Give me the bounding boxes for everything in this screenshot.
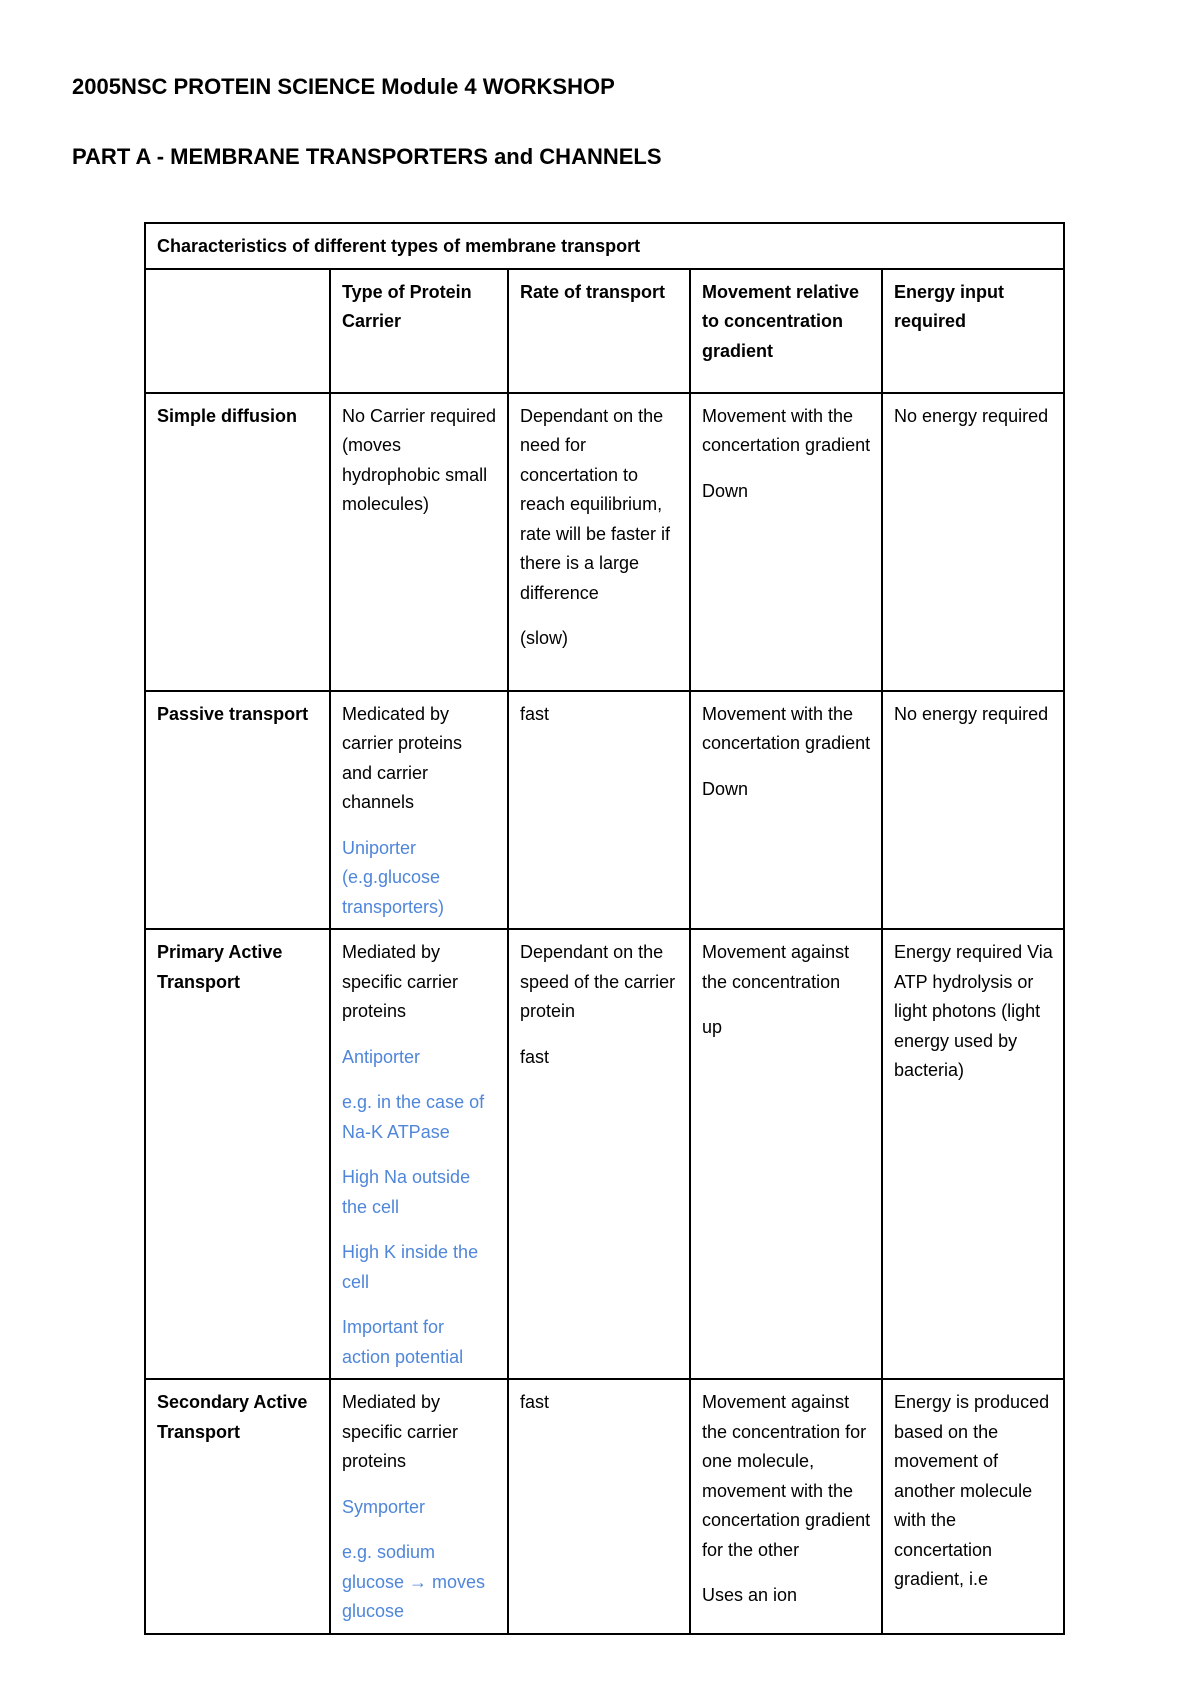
header-carrier: Type of Protein Carrier: [330, 269, 508, 393]
movement-cell: [690, 1379, 882, 1634]
table-caption-row: [145, 223, 1064, 269]
header-movement: Movement relative to concentration gradient: [690, 269, 882, 393]
energy-cell: [882, 929, 1064, 1379]
carrier-text: Mediated by specific carrier proteins: [342, 1392, 459, 1471]
movement-text: Movement against the concentration: [702, 942, 850, 992]
carrier-note: Uniporter (e.g.glucose transporters): [342, 837, 445, 917]
row-label: Simple diffusion: [145, 393, 330, 691]
movement-text: Movement against the concentration for one molecule, movement with the concertation gradient for the other: [702, 1392, 871, 1560]
rate-text: Dependant on the need for concertation to reach equilibrium, rate will be faster if there is a large difference: [520, 405, 671, 603]
energy-cell: [882, 1379, 1064, 1634]
header-empty: [145, 269, 330, 393]
carrier-cell: [330, 691, 508, 930]
movement-text: up: [702, 1017, 723, 1037]
movement-cell: [690, 393, 882, 691]
movement-cell: [690, 929, 882, 1379]
rate-cell: [508, 1379, 690, 1634]
movement-cell: [690, 691, 882, 930]
movement-text: Movement with the concertation gradient: [702, 703, 871, 753]
carrier-note: Important for action potential: [342, 1317, 464, 1367]
movement-text: Down: [702, 778, 749, 799]
carrier-note: High K inside the cell: [342, 1242, 479, 1292]
movement-text: Movement with the concertation gradient: [702, 405, 871, 455]
table-row: [145, 1379, 1064, 1634]
energy-cell: [882, 691, 1064, 930]
energy-text: Energy required Via ATP hydrolysis or light photons (light energy used by bacteria): [894, 942, 1053, 1080]
rate-text: fast: [520, 703, 550, 724]
carrier-note: High Na outside the cell: [342, 1167, 471, 1217]
row-label: Passive transport: [145, 691, 330, 930]
rate-text: Dependant on the speed of the carrier protein: [520, 942, 676, 1021]
carrier-text: Medicated by carrier proteins and carrier channels: [342, 703, 463, 812]
energy-text: No energy required: [894, 703, 1049, 724]
energy-cell: [882, 393, 1064, 691]
document-subtitle: PART A - MEMBRANE TRANSPORTERS and CHANNELS: [72, 144, 662, 169]
energy-text: Energy is produced based on the movement of another molecule with the concertation gradient, i.e: [894, 1392, 1050, 1589]
table-row: [145, 691, 1064, 930]
rate-cell: [508, 393, 690, 691]
row-label: Primary Active Transport: [145, 929, 330, 1379]
table-row: [145, 929, 1064, 1379]
carrier-note: e.g. sodium glucose → moves glucose: [342, 1542, 486, 1621]
header-rate: Rate of transport: [508, 269, 690, 393]
carrier-cell: [330, 1379, 508, 1634]
table-caption: Characteristics of different types of membrane transport: [145, 223, 1064, 269]
rate-text: fast: [520, 1392, 550, 1412]
table-row: [145, 393, 1064, 691]
movement-text: Down: [702, 480, 749, 501]
rate-cell: [508, 691, 690, 930]
carrier-text: Mediated by specific carrier proteins: [342, 942, 459, 1021]
energy-text: No energy required: [894, 405, 1049, 426]
header-energy: Energy input required: [882, 269, 1064, 393]
carrier-text: No Carrier required (moves hydrophobic small molecules): [342, 405, 497, 514]
table-header-row: [145, 269, 1064, 393]
carrier-cell: [330, 929, 508, 1379]
carrier-note: e.g. in the case of Na-K ATPase: [342, 1092, 485, 1142]
rate-text: fast: [520, 1046, 550, 1067]
document-title: 2005NSC PROTEIN SCIENCE Module 4 WORKSHOP: [72, 74, 615, 99]
row-label: Secondary Active Transport: [145, 1379, 330, 1634]
carrier-note: Symporter: [342, 1496, 426, 1517]
rate-cell: [508, 929, 690, 1379]
carrier-cell: [330, 393, 508, 691]
membrane-transport-table: [144, 222, 1065, 1635]
rate-text: (slow): [520, 628, 568, 648]
carrier-note: Antiporter: [342, 1046, 421, 1067]
movement-text: Uses an ion: [702, 1585, 798, 1605]
